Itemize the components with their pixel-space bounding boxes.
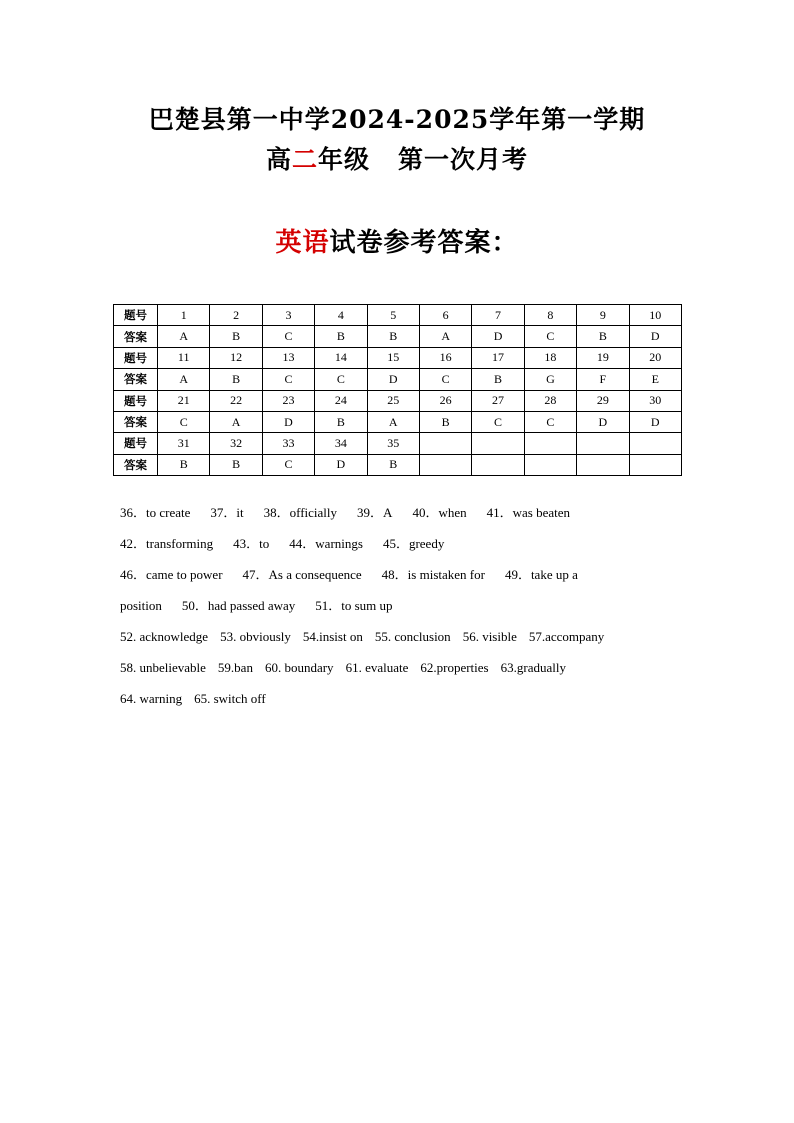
answer-cell: B bbox=[315, 411, 367, 432]
question-cell: 22 bbox=[210, 390, 262, 411]
answer-37: 37．it bbox=[210, 505, 244, 520]
question-cell: 28 bbox=[524, 390, 576, 411]
answer-59: 59.ban bbox=[217, 660, 253, 675]
answer-53: 53. obviously bbox=[220, 629, 291, 644]
answer-cell: B bbox=[315, 326, 367, 347]
school-term-title: 巴楚县第一中学2024-2025学年第一学期 bbox=[148, 105, 646, 134]
answer-40: 40．when bbox=[412, 505, 467, 520]
answer-62: 62.properties bbox=[420, 660, 489, 675]
question-cell: 30 bbox=[629, 390, 681, 411]
answer-key-heading bbox=[0, 222, 794, 259]
answer-cell: C bbox=[262, 326, 314, 347]
question-cell: 11 bbox=[158, 347, 210, 368]
answer-row bbox=[114, 326, 682, 347]
answer-cell: C bbox=[262, 369, 314, 390]
answer-cell bbox=[629, 454, 681, 475]
question-cell bbox=[629, 433, 681, 454]
answer-42: 42．transforming bbox=[120, 536, 214, 551]
answer-line-4 bbox=[120, 596, 720, 627]
answer-row-label: 答案 bbox=[114, 411, 158, 432]
question-row-label: 题号 bbox=[114, 305, 158, 326]
question-cell: 7 bbox=[472, 305, 524, 326]
answer-56: 56. visible bbox=[462, 629, 517, 644]
question-cell: 26 bbox=[419, 390, 471, 411]
answer-61: 61. evaluate bbox=[345, 660, 409, 675]
question-cell: 34 bbox=[315, 433, 367, 454]
answer-48: 48．is mistaken for bbox=[381, 567, 485, 582]
question-cell: 1 bbox=[158, 305, 210, 326]
answer-row-label: 答案 bbox=[114, 326, 158, 347]
answer-cell: D bbox=[262, 411, 314, 432]
question-cell: 31 bbox=[158, 433, 210, 454]
answer-cell: B bbox=[210, 369, 262, 390]
answer-52: 52. acknowledge bbox=[120, 629, 209, 644]
answer-line-6 bbox=[120, 658, 720, 689]
exam-name: 第一次月考 bbox=[398, 145, 529, 174]
answer-49: 49．take up a bbox=[504, 567, 578, 582]
answer-cell: G bbox=[524, 369, 576, 390]
answer-cell: B bbox=[158, 454, 210, 475]
answer-45: 45．greedy bbox=[382, 536, 445, 551]
exam-title bbox=[0, 140, 794, 176]
answer-41: 41．was beaten bbox=[486, 505, 570, 520]
answer-cell: B bbox=[210, 454, 262, 475]
question-row bbox=[114, 390, 682, 411]
answer-43: 43．to bbox=[233, 536, 270, 551]
grade-number: 二 bbox=[291, 145, 318, 174]
answer-44: 44．warnings bbox=[289, 536, 363, 551]
answer-cell bbox=[419, 454, 471, 475]
question-cell: 12 bbox=[210, 347, 262, 368]
question-cell: 25 bbox=[367, 390, 419, 411]
answer-cell bbox=[472, 454, 524, 475]
answer-57: 57.accompany bbox=[528, 629, 605, 644]
question-cell: 24 bbox=[315, 390, 367, 411]
answer-cell: A bbox=[367, 411, 419, 432]
question-cell bbox=[577, 433, 629, 454]
question-row-label: 题号 bbox=[114, 390, 158, 411]
answer-row bbox=[114, 411, 682, 432]
answer-row-label: 答案 bbox=[114, 369, 158, 390]
fill-in-answers bbox=[120, 503, 720, 720]
answer-cell: D bbox=[577, 411, 629, 432]
answer-cell: B bbox=[367, 454, 419, 475]
question-cell: 21 bbox=[158, 390, 210, 411]
question-cell: 17 bbox=[472, 347, 524, 368]
answer-cell: B bbox=[577, 326, 629, 347]
answer-58: 58. unbelievable bbox=[120, 660, 206, 675]
question-cell: 14 bbox=[315, 347, 367, 368]
answer-cell: B bbox=[419, 411, 471, 432]
answer-cell bbox=[577, 454, 629, 475]
answer-cell: D bbox=[315, 454, 367, 475]
question-cell bbox=[524, 433, 576, 454]
answer-table bbox=[113, 304, 682, 476]
answer-cell: E bbox=[629, 369, 681, 390]
answer-row bbox=[114, 369, 682, 390]
question-cell: 19 bbox=[577, 347, 629, 368]
question-cell: 8 bbox=[524, 305, 576, 326]
answer-row bbox=[114, 454, 682, 475]
question-cell bbox=[472, 433, 524, 454]
answer-63: 63.gradually bbox=[500, 660, 566, 675]
answer-line-5 bbox=[120, 627, 720, 658]
question-cell: 3 bbox=[262, 305, 314, 326]
answer-cell: C bbox=[262, 454, 314, 475]
answer-cell: C bbox=[472, 411, 524, 432]
answer-cell bbox=[524, 454, 576, 475]
answer-60: 60. boundary bbox=[264, 660, 334, 675]
answer-cell: A bbox=[419, 326, 471, 347]
question-cell: 35 bbox=[367, 433, 419, 454]
answer-cell: C bbox=[524, 411, 576, 432]
answer-47: 47．As a consequence bbox=[242, 567, 362, 582]
question-cell bbox=[419, 433, 471, 454]
question-cell: 6 bbox=[419, 305, 471, 326]
answer-50: 50．had passed away bbox=[181, 598, 296, 613]
answer-cell: B bbox=[472, 369, 524, 390]
question-cell: 29 bbox=[577, 390, 629, 411]
answer-64: 64. warning bbox=[120, 691, 183, 706]
answer-cell: A bbox=[158, 369, 210, 390]
question-cell: 18 bbox=[524, 347, 576, 368]
question-cell: 13 bbox=[262, 347, 314, 368]
answer-55: 55. conclusion bbox=[374, 629, 451, 644]
question-cell: 15 bbox=[367, 347, 419, 368]
question-cell: 10 bbox=[629, 305, 681, 326]
answer-54: 54.insist on bbox=[302, 629, 363, 644]
answer-39: 39．A bbox=[357, 505, 393, 520]
answer-key-label: 试卷参考答案： bbox=[329, 228, 519, 258]
answer-cell: C bbox=[315, 369, 367, 390]
answer-46: 46．came to power bbox=[120, 567, 223, 582]
question-row-label: 题号 bbox=[114, 347, 158, 368]
answer-38: 38．officially bbox=[263, 505, 338, 520]
answer-49-continued: position bbox=[120, 598, 162, 613]
answer-line-2 bbox=[120, 534, 720, 565]
question-cell: 5 bbox=[367, 305, 419, 326]
answer-line-7 bbox=[120, 689, 720, 720]
question-row bbox=[114, 347, 682, 368]
answer-cell: C bbox=[419, 369, 471, 390]
answer-cell: D bbox=[629, 326, 681, 347]
answer-cell: F bbox=[577, 369, 629, 390]
answer-51: 51．to sum up bbox=[315, 598, 393, 613]
question-cell: 32 bbox=[210, 433, 262, 454]
answer-36: 36．to create bbox=[120, 505, 191, 520]
question-cell: 16 bbox=[419, 347, 471, 368]
grade-prefix: 高 bbox=[265, 145, 292, 174]
question-row bbox=[114, 305, 682, 326]
answer-line-1 bbox=[120, 503, 720, 534]
answer-cell: C bbox=[158, 411, 210, 432]
answer-cell: B bbox=[210, 326, 262, 347]
subject-name: 英语 bbox=[275, 228, 330, 258]
answer-cell: B bbox=[367, 326, 419, 347]
answer-65: 65. switch off bbox=[194, 691, 266, 706]
question-cell: 4 bbox=[315, 305, 367, 326]
question-cell: 2 bbox=[210, 305, 262, 326]
answer-cell: D bbox=[629, 411, 681, 432]
question-cell: 33 bbox=[262, 433, 314, 454]
question-row-label: 题号 bbox=[114, 433, 158, 454]
answer-row-label: 答案 bbox=[114, 454, 158, 475]
answer-cell: C bbox=[524, 326, 576, 347]
answer-cell: D bbox=[367, 369, 419, 390]
question-cell: 9 bbox=[577, 305, 629, 326]
answer-cell: A bbox=[158, 326, 210, 347]
question-cell: 27 bbox=[472, 390, 524, 411]
answer-cell: A bbox=[210, 411, 262, 432]
answer-cell: D bbox=[472, 326, 524, 347]
question-row bbox=[114, 433, 682, 454]
answer-line-3 bbox=[120, 565, 720, 596]
question-cell: 20 bbox=[629, 347, 681, 368]
grade-suffix: 年级 bbox=[318, 145, 371, 174]
question-cell: 23 bbox=[262, 390, 314, 411]
